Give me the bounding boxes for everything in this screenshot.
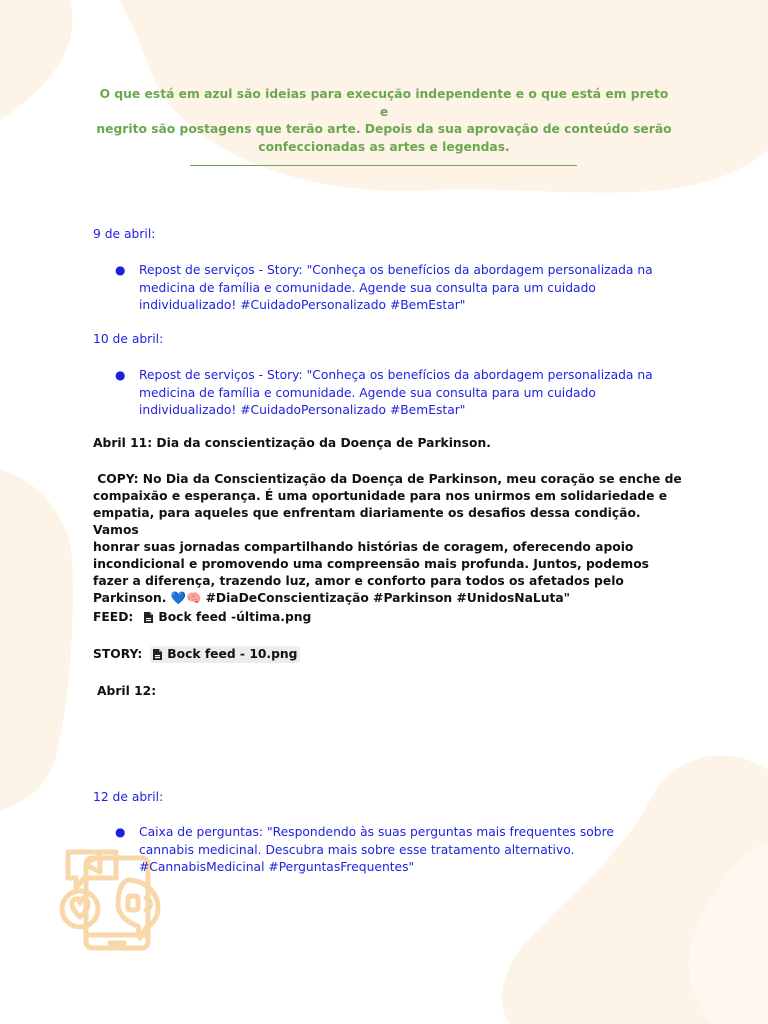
feed-label: FEED: — [93, 610, 134, 624]
list-item — [93, 824, 683, 877]
idea-list-apr10 — [93, 367, 683, 420]
date-heading-apr10: 10 de abril: — [93, 332, 164, 346]
copy-line: compaixão e esperança. É uma oportunidade para nos unirmos em solidariedade e — [93, 489, 668, 503]
list-item-line: cannabis medicinal. Descubra mais sobre esse tratamento alternativo. — [139, 842, 575, 857]
heart-brain-emoji: 💙🧠 — [170, 591, 202, 605]
intro-line: confeccionadas as artes e legendas. — [258, 139, 510, 154]
feed-file-name: Bock feed -última.png — [158, 610, 312, 624]
bullet-dot: ● — [115, 263, 126, 277]
copy-line: incondicional e promovendo uma compreensão mais profunda. Juntos, podemos — [93, 557, 649, 571]
story-file-name: Bock feed - 10.png — [167, 647, 298, 661]
post-heading-apr12: Abril 12: — [97, 684, 157, 698]
copy-line: fazer a diferença, trazendo luz, amor e conforto para todos os afetados pelo — [93, 574, 624, 588]
intro-line: negrito são postagens que terão arte. Depois da sua aprovação de conteúdo serão — [96, 122, 672, 136]
post-copy-apr11 — [93, 471, 683, 607]
copy-hashtags: #DiaDeConscientização #Parkinson #UnidosNaLuta" — [201, 591, 571, 605]
bullet-dot: ● — [115, 825, 126, 839]
bullet-dot: ● — [115, 368, 126, 382]
story-file-chip[interactable] — [150, 646, 300, 663]
list-item-line: Caixa de perguntas: "Respondendo às suas perguntas mais frequentes sobre — [139, 825, 614, 839]
copy-line: COPY: No Dia da Conscientização da Doença de Parkinson, meu coração se enche de — [93, 472, 682, 486]
story-row — [93, 646, 300, 663]
feed-row — [93, 609, 314, 626]
list-item-line: medicina de família e comunidade. Agende sua consulta para um cuidado — [139, 385, 596, 400]
intro-line: O que está em azul são ideias para execução independente e o que está em preto e — [99, 87, 669, 119]
post-heading-apr11: Abril 11: Dia da conscientização da Doença de Parkinson. — [93, 436, 491, 450]
copy-line: honrar suas jornadas compartilhando histórias de coragem, oferecendo apoio — [93, 540, 634, 554]
file-icon — [144, 612, 153, 623]
copy-text: Parkinson. — [93, 591, 171, 605]
list-item-line: individualizado! #CuidadoPersonalizado #BemEstar" — [139, 298, 466, 312]
intro-note — [96, 86, 672, 156]
date-heading-apr12: 12 de abril: — [93, 790, 164, 804]
list-item-line: Repost de serviços - Story: "Conheça os benefícios da abordagem personalizada na — [139, 368, 653, 382]
list-item-line: medicina de família e comunidade. Agende sua consulta para um cuidado — [139, 280, 596, 295]
story-label: STORY: — [93, 647, 143, 661]
idea-list-apr12 — [93, 824, 683, 877]
list-item-line: Repost de serviços - Story: "Conheça os benefícios da abordagem personalizada na — [139, 263, 653, 277]
feed-file-chip[interactable] — [141, 609, 314, 626]
list-item — [93, 262, 683, 315]
copy-line: empatia, para aqueles que enfrentam diariamente os desafios dessa condição. Vamos — [93, 506, 641, 537]
file-icon — [153, 649, 162, 660]
list-item-line: #CannabisMedicinal #PerguntasFrequentes" — [139, 860, 415, 874]
date-heading-apr9: 9 de abril: — [93, 227, 156, 241]
copy-line — [93, 590, 683, 607]
list-item-line: individualizado! #CuidadoPersonalizado #BemEstar" — [139, 403, 466, 417]
list-item — [93, 367, 683, 420]
divider-rule — [190, 165, 577, 166]
idea-list-apr9 — [93, 262, 683, 315]
